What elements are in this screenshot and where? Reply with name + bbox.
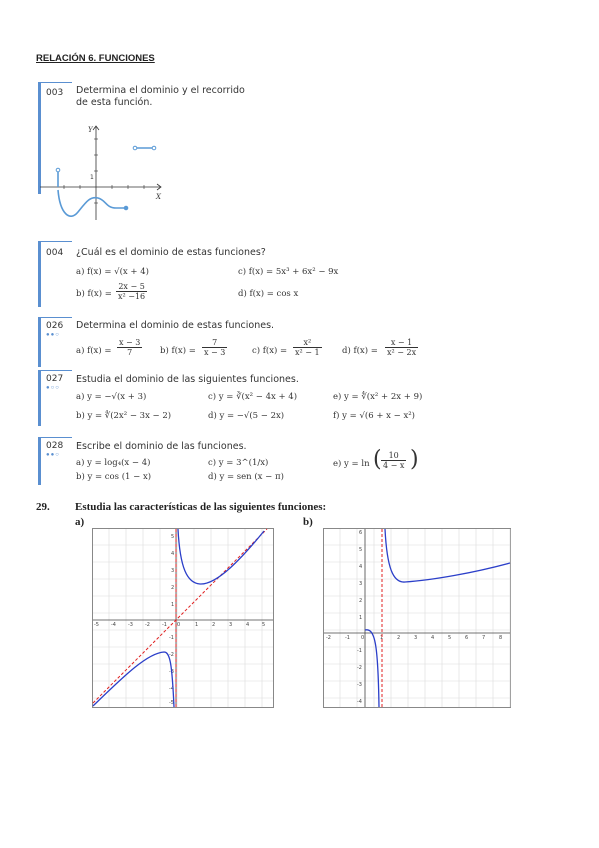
- item-d: d) f(x) =: [342, 346, 378, 356]
- exercise-text: Estudia el dominio de las siguientes funciones.: [76, 374, 299, 385]
- item-a: a) f(x) = √(x + 4): [76, 267, 149, 277]
- numerator: 2x − 5: [116, 282, 147, 292]
- difficulty-dots: ●○○: [46, 385, 60, 391]
- item-e: e) y = ln: [333, 459, 370, 469]
- text-line: de esta función.: [76, 97, 153, 108]
- item-b: b) y = cos (1 − x): [76, 472, 152, 482]
- divider: [38, 317, 72, 318]
- tick-label: 7: [482, 635, 486, 641]
- item-c: c) y = 3^(1/x): [208, 458, 269, 468]
- tick-label: -2: [326, 635, 331, 641]
- tick-label: -1: [162, 622, 167, 628]
- graph-a: [92, 528, 274, 708]
- graph-b: [323, 528, 511, 708]
- exercise-text: ¿Cuál es el dominio de estas funciones?: [76, 247, 266, 258]
- tick-label: 0: [361, 635, 365, 641]
- item-d: d) y = sen (x − π): [208, 472, 284, 482]
- tick-label: -2: [145, 622, 150, 628]
- tick-label: 3: [229, 622, 233, 628]
- tick-label: 5: [359, 547, 363, 553]
- item-d: d) y = −√(5 − 2x): [208, 411, 285, 421]
- exercise-number: 027: [46, 374, 64, 384]
- tick-label: 3: [171, 568, 175, 574]
- tick-label: 0: [177, 622, 181, 628]
- divider: [38, 241, 72, 242]
- fraction: [381, 451, 406, 470]
- tick-label: 1: [171, 602, 175, 608]
- tick-label: 2: [212, 622, 216, 628]
- item-f: f) y = √(6 + x − x²): [333, 411, 415, 421]
- function-graph: [36, 124, 166, 224]
- tick-label: -3: [357, 682, 362, 688]
- fraction: [293, 338, 322, 357]
- tick-label: 4: [359, 564, 363, 570]
- tick-label: -5: [94, 622, 99, 628]
- text-line: Determina el dominio y el recorrido: [76, 85, 245, 96]
- exercise-number: 29.: [36, 501, 50, 513]
- denominator: 4 − x: [383, 461, 405, 470]
- tick-label: 6: [465, 635, 469, 641]
- tick-label: 6: [359, 530, 363, 536]
- tick-label: -3: [128, 622, 133, 628]
- tick-label: -5: [169, 700, 174, 706]
- tick-label: 1: [195, 622, 199, 628]
- tick-label: -2: [169, 652, 174, 658]
- tick-label: 2: [397, 635, 401, 641]
- exercise-number: 028: [46, 441, 64, 451]
- tick-label: -4: [357, 699, 362, 705]
- subpart-label: b): [303, 516, 313, 528]
- exercise-number: 026: [46, 321, 64, 331]
- tick-label: 2: [171, 585, 175, 591]
- y-label: Y: [88, 126, 93, 134]
- numerator: 7: [202, 338, 227, 348]
- denominator: 7: [127, 348, 133, 357]
- item-a: a) y = −√(x + 3): [76, 392, 147, 402]
- exercise-text: [76, 85, 245, 109]
- accent-bar: [38, 437, 41, 485]
- divider: [38, 370, 72, 371]
- exercise-text: Escribe el dominio de las funciones.: [76, 441, 247, 452]
- exercise-text: Estudia las características de las siguientes funciones:: [75, 501, 327, 513]
- item-c: c) f(x) =: [252, 346, 288, 356]
- tick-label: 3: [359, 581, 363, 587]
- denominator: x² − 2x: [387, 348, 417, 357]
- tick-label: 5: [448, 635, 452, 641]
- exercise-text: Determina el dominio de estas funciones.: [76, 320, 275, 331]
- tick-label: -1: [169, 635, 174, 641]
- fraction: [202, 338, 227, 357]
- item-b: b) f(x) =: [76, 289, 112, 299]
- item-b: b) y = ∜(2x² − 3x − 2): [76, 411, 172, 421]
- tick-label: -4: [169, 686, 174, 692]
- item-a: a) f(x) =: [76, 346, 112, 356]
- tick-label: -1: [357, 648, 362, 654]
- tick-label: 5: [171, 534, 175, 540]
- difficulty-dots: ●●○: [46, 452, 60, 458]
- accent-bar: [38, 317, 41, 367]
- divider: [38, 437, 72, 438]
- numerator: 10: [381, 451, 406, 461]
- item-c: c) f(x) = 5x³ + 6x² − 9x: [238, 267, 339, 277]
- x-label: X: [156, 193, 161, 201]
- item-b: b) f(x) =: [160, 346, 196, 356]
- item-e: e) y = ∜(x² + 2x + 9): [333, 392, 423, 402]
- accent-bar: [38, 370, 41, 426]
- fraction: [116, 282, 147, 301]
- exercise-number: 003: [46, 88, 64, 98]
- tick-label: 3: [414, 635, 418, 641]
- tick-label: 1: [90, 174, 94, 181]
- page-title: RELACIÓN 6. FUNCIONES: [36, 53, 155, 64]
- subpart-label: a): [75, 516, 85, 528]
- item-a: a) y = log₄(x − 4): [76, 458, 151, 468]
- paren-right: ): [410, 447, 419, 472]
- paren-left: (: [373, 447, 382, 472]
- tick-label: 1: [359, 615, 363, 621]
- fraction: [385, 338, 418, 357]
- numerator: x²: [293, 338, 322, 348]
- item-c: c) y = ∛(x² − 4x + 4): [208, 392, 298, 402]
- curve: [58, 190, 126, 216]
- tick-label: 8: [499, 635, 503, 641]
- tick-label: 5: [262, 622, 266, 628]
- denominator: x − 3: [204, 348, 226, 357]
- tick-label: 4: [246, 622, 250, 628]
- tick-label: -1: [345, 635, 350, 641]
- divider: [38, 82, 72, 83]
- tick-label: 1: [380, 635, 384, 641]
- tick-label: -3: [169, 669, 174, 675]
- numerator: x − 1: [385, 338, 418, 348]
- item-d: d) f(x) = cos x: [238, 289, 299, 299]
- numerator: x − 3: [119, 338, 141, 347]
- tick-label: 4: [431, 635, 435, 641]
- denominator: x² −16: [118, 292, 146, 301]
- exercise-number: 004: [46, 248, 64, 258]
- tick-label: 2: [359, 598, 363, 604]
- denominator: x² − 1: [295, 348, 320, 357]
- fraction: [117, 338, 142, 357]
- difficulty-dots: ●●○: [46, 332, 60, 338]
- tick-label: -2: [357, 665, 362, 671]
- accent-bar: [38, 241, 41, 307]
- tick-label: -4: [111, 622, 116, 628]
- tick-label: 4: [171, 551, 175, 557]
